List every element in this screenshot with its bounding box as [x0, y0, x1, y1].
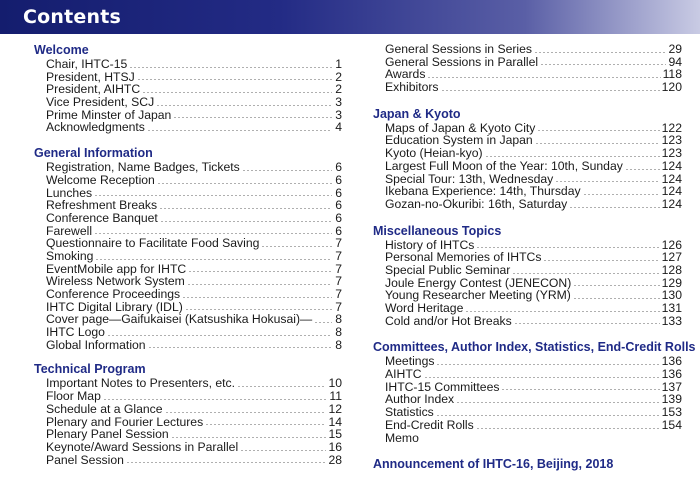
toc-entry-title: Gozan-no-Okuribi: 16th, Saturday [385, 196, 568, 211]
section-heading: Technical Program [34, 362, 146, 377]
dot-leader [501, 389, 659, 390]
dot-leader [188, 271, 332, 272]
toc-entry-title: Floor Map [46, 389, 101, 404]
dot-leader [441, 90, 660, 91]
toc-entry-title: Lunches [46, 185, 93, 200]
toc-page-number: 3 [335, 95, 342, 110]
toc-entry-title: Awards [385, 67, 426, 82]
dot-leader [129, 67, 332, 68]
dot-leader [182, 297, 332, 298]
toc-section-japan-kyoto [373, 107, 682, 211]
toc-entry-title: Cold and/or Hot Breaks [385, 313, 512, 328]
toc-entry-title: President, HTSJ [46, 69, 135, 84]
toc-page-number: 6 [335, 223, 342, 238]
toc-entry[interactable] [34, 403, 342, 416]
dot-leader [583, 194, 660, 195]
toc-page-number: 8 [335, 312, 342, 327]
dot-leader [573, 285, 659, 286]
toc-section-announcement-of-ihtc-16-beijing-2018 [373, 457, 682, 472]
dot-leader [160, 221, 332, 222]
dot-leader [534, 52, 666, 53]
toc-entry[interactable] [34, 212, 342, 225]
toc-section-continued [373, 43, 682, 94]
dot-leader [95, 259, 332, 260]
toc-page-number: 136 [661, 367, 682, 382]
toc-page-number: 129 [661, 275, 682, 290]
toc-page-number: 124 [661, 171, 682, 186]
toc-page-number: 7 [335, 299, 342, 314]
toc-right-column [373, 42, 696, 472]
dot-leader [540, 64, 666, 65]
toc-entry[interactable] [373, 160, 682, 173]
toc-entry-title: Questionnaire to Facilitate Food Saving [46, 236, 260, 251]
toc-page-number: 7 [335, 248, 342, 263]
dot-leader [555, 181, 659, 182]
dot-leader [147, 130, 332, 131]
toc-page-number: 15 [328, 427, 342, 442]
toc-page-number: 6 [335, 172, 342, 187]
toc-entry-title: Largest Full Moon of the Year: 10th, Sunday [385, 158, 623, 173]
toc-page-number: 16 [328, 439, 342, 454]
toc-entry-title: Cover page—Gaifukaisei (Katsushika Hokusai)— [46, 312, 313, 327]
toc-entry-title: History of IHTCs [385, 237, 475, 252]
toc-page-number: 6 [335, 210, 342, 225]
toc-page-number: 124 [661, 158, 682, 173]
toc-entry[interactable] [373, 315, 682, 328]
dot-leader [156, 105, 332, 106]
toc-page-number: 10 [328, 376, 342, 391]
toc-page-number: 7 [335, 261, 342, 276]
toc-entry-title: Plenary Panel Session [46, 427, 169, 442]
dot-leader [476, 428, 660, 429]
toc-page-number: 7 [335, 287, 342, 301]
toc-entry[interactable] [373, 147, 682, 160]
toc-left-column [34, 43, 342, 466]
toc-page-number: 2 [335, 82, 342, 97]
dot-leader [465, 311, 659, 312]
dot-leader [205, 424, 326, 425]
toc-entry-title: Wireless Network System [46, 274, 185, 289]
toc-entry-title: Important Notes to Presenters, etc. [46, 376, 235, 391]
toc-section-welcome [34, 43, 342, 134]
toc-entry-title: Conference Banquet [46, 210, 158, 225]
toc-page-number: 6 [335, 160, 342, 175]
toc-entry-title: Personal Memories of IHTCs [385, 250, 542, 265]
dot-leader [261, 246, 332, 247]
toc-page-number: 6 [335, 198, 342, 213]
toc-page-number: 29 [668, 42, 682, 56]
section-heading: Announcement of IHTC-16, Beijing, 2018 [373, 457, 614, 472]
toc-page-number: 94 [668, 54, 682, 69]
toc-entry[interactable] [34, 174, 342, 187]
toc-entry[interactable] [34, 428, 342, 441]
toc-page-number: 123 [661, 146, 682, 161]
toc-entry[interactable] [34, 390, 342, 403]
toc-entry-title: President, AIHTC [46, 82, 141, 97]
toc-page-number: 11 [329, 389, 342, 404]
dot-leader [569, 207, 659, 208]
toc-entry[interactable] [373, 264, 682, 277]
toc-entry-title: Kyoto (Heian-kyo) [385, 146, 483, 161]
toc-page-number: 131 [661, 301, 682, 315]
toc-entry[interactable] [373, 43, 682, 56]
toc-entry-title: Refreshment Breaks [46, 198, 158, 213]
toc-page-number: 136 [661, 354, 682, 369]
toc-page-number: 123 [661, 133, 682, 148]
toc-entry-title: Panel Session [46, 452, 124, 467]
toc-entry-title: Education System in Japan [385, 133, 533, 148]
toc-entry-title: Special Public Seminar [385, 262, 511, 277]
toc-entry-title: Plenary and Fourier Lectures [46, 414, 204, 429]
dot-leader [625, 169, 660, 170]
toc-entry-title: Acknowledgments [46, 120, 145, 135]
toc-entry-title: Special Tour: 13th, Wednesday [385, 171, 554, 186]
dot-leader [148, 347, 332, 348]
toc-page-number: 3 [335, 107, 342, 122]
toc-page-number: 153 [661, 405, 682, 420]
dot-leader [314, 322, 332, 323]
dot-leader [137, 79, 332, 80]
toc-entry[interactable] [34, 326, 342, 339]
dot-leader [237, 386, 326, 387]
dot-leader [476, 247, 659, 248]
toc-entry[interactable] [373, 432, 682, 445]
toc-page-number: 7 [335, 274, 342, 289]
toc-page-number: 126 [661, 237, 682, 252]
toc-entry-title: Global Information [46, 337, 146, 352]
dot-leader [240, 450, 326, 451]
toc-entry-title: Schedule at a Glance [46, 401, 163, 416]
toc-page-number: 154 [661, 417, 682, 432]
toc-entry-title: EventMobile app for IHTC [46, 261, 187, 276]
dot-leader [103, 399, 327, 400]
toc-page-number: 137 [661, 379, 682, 394]
toc-entry[interactable] [373, 406, 682, 419]
dot-leader [185, 309, 332, 310]
dot-leader [159, 208, 332, 209]
toc-entry[interactable] [373, 198, 682, 211]
toc-page-number: 28 [328, 452, 342, 467]
toc-entry-title: End-Credit Rolls [385, 417, 474, 432]
section-heading: Committees, Author Index, Statistics, End-Credit Rolls [373, 340, 696, 355]
dot-leader [543, 260, 659, 261]
dot-leader [171, 437, 327, 438]
dot-leader [173, 117, 332, 118]
toc-entry-title: Word Heritage [385, 301, 464, 315]
toc-page-number: 2 [335, 69, 342, 84]
toc-page-number: 127 [661, 250, 682, 265]
toc-entry[interactable] [34, 250, 342, 263]
dot-leader [142, 92, 332, 93]
toc-page-number: 8 [335, 325, 342, 340]
toc-entry-title: Author Index [385, 392, 455, 407]
dot-leader [436, 415, 660, 416]
toc-page-number: 1 [335, 57, 342, 71]
toc-entry[interactable] [373, 368, 682, 381]
toc-page-number: 133 [661, 313, 682, 328]
toc-entry-title: General Sessions in Parallel [385, 54, 539, 69]
toc-entry-title: Young Researcher Meeting (YRM) [385, 288, 571, 303]
dot-leader [165, 412, 327, 413]
toc-entry[interactable] [34, 454, 342, 467]
toc-page-number: 124 [661, 196, 682, 211]
toc-entry-title: Prime Minster of Japan [46, 107, 172, 122]
dot-leader [242, 170, 332, 171]
toc-entry[interactable] [34, 161, 342, 174]
dot-leader [157, 183, 332, 184]
dot-leader [535, 143, 660, 144]
toc-page-number: 7 [335, 236, 342, 251]
dot-leader [94, 195, 332, 196]
contents-header [0, 0, 700, 34]
toc-entry-title: Ikebana Experience: 14th, Thursday [385, 184, 581, 199]
toc-entry-title: IHTC Digital Library (IDL) [46, 299, 183, 314]
toc-entry-title: Keynote/Award Sessions in Parallel [46, 439, 239, 454]
dot-leader [456, 402, 660, 403]
toc-entry-title: AIHTC [385, 367, 422, 382]
dot-leader [436, 364, 659, 365]
toc-entry[interactable] [34, 339, 342, 352]
toc-page-number: 14 [328, 414, 342, 429]
toc-section-committees-author-index-statistics-end-credit-rolls [373, 340, 696, 445]
dot-leader [514, 323, 660, 324]
dot-leader [485, 156, 660, 157]
toc-section-technical-program [34, 362, 342, 466]
toc-entry-title: Registration, Name Badges, Tickets [46, 160, 240, 175]
toc-entry[interactable] [34, 288, 342, 301]
dot-leader [537, 130, 659, 131]
toc-section-general-information [34, 146, 342, 351]
toc-entry-title: IHTC Logo [46, 325, 105, 340]
toc-entry-title: Meetings [385, 354, 435, 369]
toc-page-number: 128 [661, 262, 682, 277]
toc-entry-title: Joule Energy Contest (JENECON) [385, 275, 572, 290]
dot-leader [424, 377, 660, 378]
toc-entry-title: Memo [385, 430, 419, 445]
toc-page-number: 122 [661, 120, 682, 135]
section-heading: General Information [34, 146, 153, 161]
section-heading: Japan & Kyoto [373, 106, 461, 121]
section-heading: Miscellaneous Topics [373, 223, 502, 238]
toc-entry-title: Exhibitors [385, 80, 439, 95]
dot-leader [126, 462, 327, 463]
toc-entry-title: Vice President, SCJ [46, 95, 155, 110]
toc-entry-title: Conference Proceedings [46, 287, 181, 301]
toc-page-number: 118 [662, 67, 682, 82]
toc-entry[interactable] [373, 302, 682, 315]
toc-entry[interactable] [34, 199, 342, 212]
toc-entry[interactable] [34, 58, 342, 71]
toc-entry[interactable] [373, 81, 682, 94]
toc-entry-title: Farewell [46, 223, 93, 238]
toc-entry-title: Smoking [46, 248, 94, 263]
dot-leader [573, 298, 660, 299]
dot-leader [512, 273, 659, 274]
toc-entry[interactable] [373, 185, 682, 198]
toc-entry[interactable] [34, 121, 342, 134]
toc-page-number: 6 [335, 185, 342, 200]
toc-entry-title: Welcome Reception [46, 172, 155, 187]
toc-entry-title: IHTC-15 Committees [385, 379, 500, 394]
toc-page-number: 139 [661, 392, 682, 407]
toc-page-number: 124 [661, 184, 682, 199]
toc-entry-title: Maps of Japan & Kyoto City [385, 120, 536, 135]
toc-entry[interactable] [34, 96, 342, 109]
toc-entry-title: Chair, IHTC-15 [46, 57, 128, 71]
section-heading: Welcome [34, 43, 89, 57]
toc-page-number: 4 [335, 120, 342, 135]
dot-leader [187, 284, 332, 285]
dot-leader [427, 77, 660, 78]
toc-section-miscellaneous-topics [373, 224, 682, 328]
toc-page-number: 12 [328, 401, 342, 416]
toc-entry[interactable] [34, 441, 342, 454]
toc-page-number: 8 [335, 337, 342, 352]
toc-entry[interactable] [373, 419, 682, 432]
toc-entry-title: General Sessions in Series [385, 42, 532, 56]
toc-page-number: 120 [661, 80, 682, 95]
toc-page-number: 130 [661, 288, 682, 303]
toc-entry-title: Statistics [385, 405, 434, 420]
dot-leader [107, 335, 332, 336]
dot-leader [94, 233, 332, 234]
page-title: Contents [23, 6, 122, 28]
